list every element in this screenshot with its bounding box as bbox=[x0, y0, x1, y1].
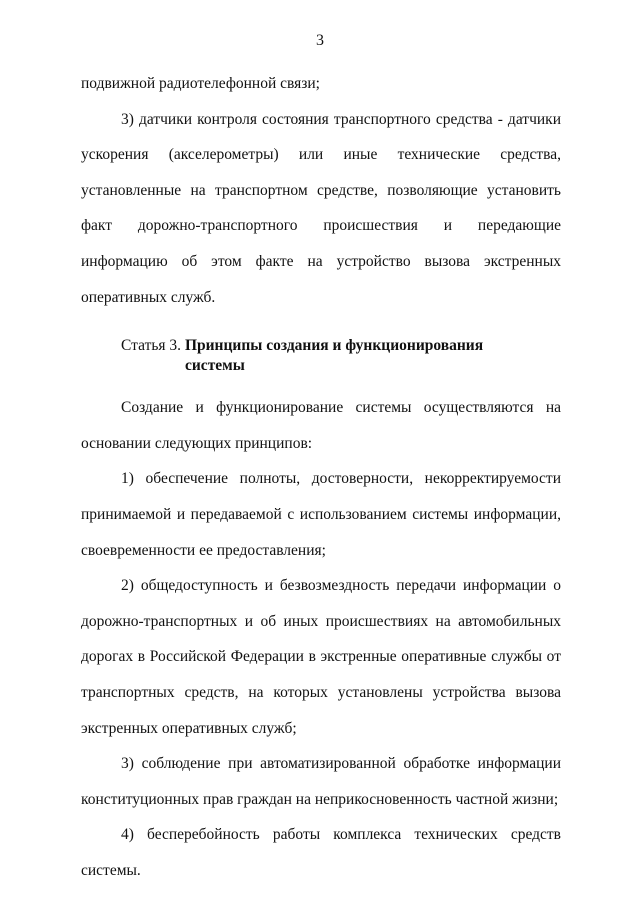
article-title-line2: системы bbox=[185, 357, 245, 375]
paragraph-item-3-sensors: 3) датчики контроля состояния транспортного средства - датчики ускорения (акселерометры) или иные технические средства, установленные на транспортном средстве, позволяющие установить факт дорожно-транспортного происшествия и передающие информацию об этом факте на устройство вызова экстренных оперативных служб. bbox=[81, 110, 561, 306]
paragraph-principle-3: 3) соблюдение при автоматизированной обработке информации конституционных прав граждан на неприкосновенность частной жизни; bbox=[81, 755, 561, 808]
page-number: 3 bbox=[316, 32, 324, 49]
article-heading bbox=[81, 336, 561, 376]
document-body bbox=[81, 66, 561, 888]
article-label: Статья 3. bbox=[121, 337, 182, 355]
paragraph-principle-1: 1) обеспечение полноты, достоверности, некорректируемости принимаемой и передаваемой с использованием системы информации, своевременности ее предоставления; bbox=[81, 470, 561, 559]
paragraph-principle-4: 4) бесперебойность работы комплекса технических средств системы. bbox=[81, 826, 561, 879]
paragraph-principle-2: 2) общедоступность и безвозмездность передачи информации о дорожно-транспортных и об иных происшествиях на автомобильных дорогах в Российской Федерации в экстренные оперативные службы от транспортных средств, на которых установлены устройства вызова экстренных оперативных служб; bbox=[81, 577, 561, 737]
paragraph-principles-intro: Создание и функционирование системы осуществляются на основании следующих принципов: bbox=[81, 399, 561, 452]
article-title-line1: Принципы создания и функционирования bbox=[184, 337, 484, 355]
paragraph-continuation: подвижной радиотелефонной связи; bbox=[81, 75, 320, 92]
